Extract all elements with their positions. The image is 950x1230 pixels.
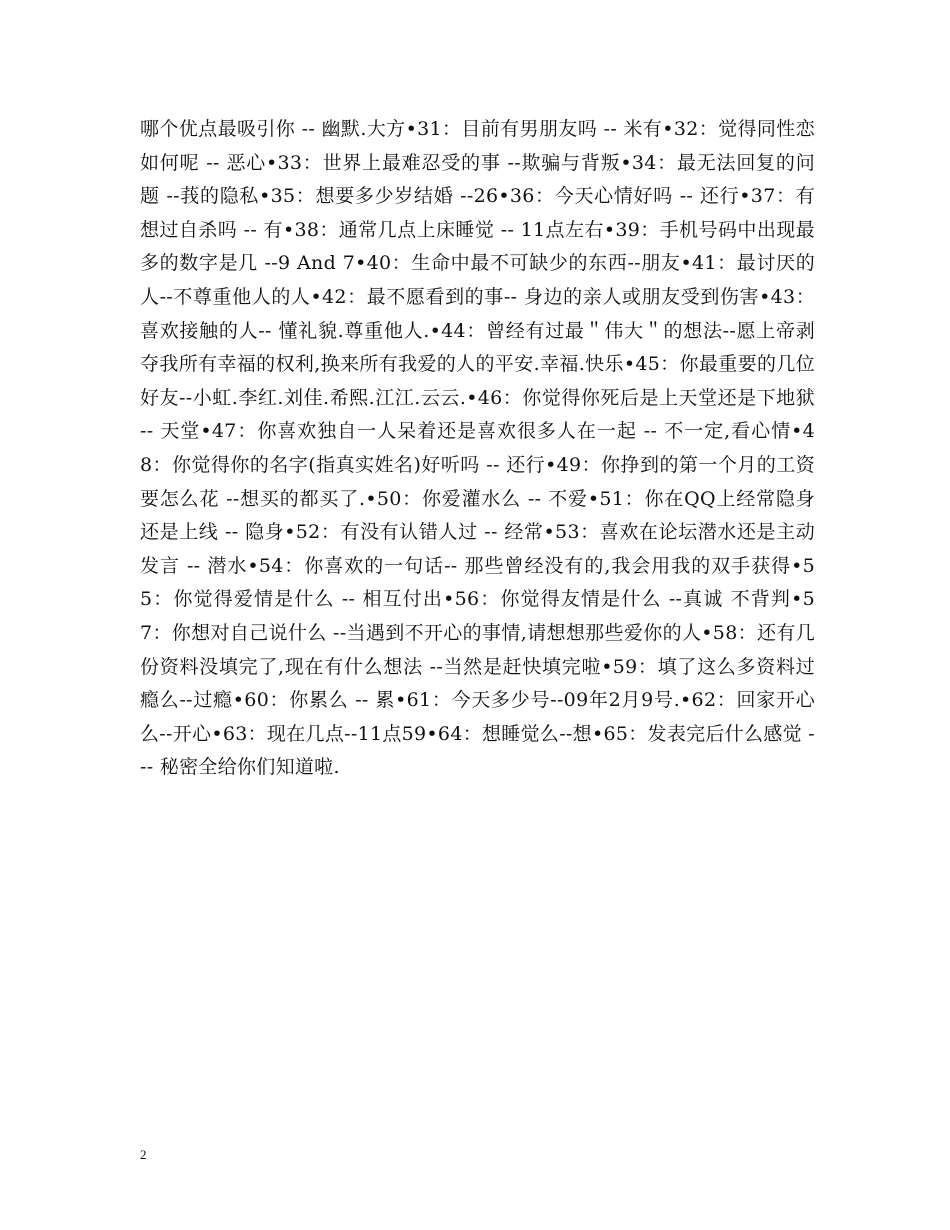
page-number: 2 <box>140 1147 147 1162</box>
body-paragraph: 哪个优点最吸引你 -- 幽默.大方•31：目前有男朋友吗 -- 米有•32：觉得同性恋如何呢 -- 恶心•33：世界上最难忍受的事 --欺骗与背叛•34：最无法回复的问题 --莪的隐私•35：想要多少岁结婚 --26•36：今天心情好吗 -- 还行•37：有想过自杀吗 -- 有•38：通常几点上床睡觉 -- 11点左右•39：手机号码中出现最多的数字是几 --9 And 7•40：生命中最不可缺少的东西--朋友•41：最讨厌的人--不尊重他人的人•42：最不愿看到的事-- 身边的亲人或朋友受到伤害•43：喜欢接触的人-- 懂礼貌.尊重他人.•44：曾经有过最＂伟大＂的想法--愿上帝剥夺我所有幸福的权利,换来所有我爱的人的平安.幸福.快乐•45：你最重要的几位好友--小虹.李红.刘佳.希熙.江江.云云.•46：你觉得你死后是上天堂还是下地狱 -- 天堂•47：你喜欢独自一人呆着还是喜欢很多人在一起 -- 不一定,看心情•48：你觉得你的名字(指真实姓名)好听吗 -- 还行•49：你挣到的第一个月的工资要怎么花 --想买的都买了.•50：你爱灌水么 -- 不爱•51：你在QQ上经常隐身还是上线 -- 隐身•52：有没有认错人过 -- 经常•53：喜欢在论坛潜水还是主动发言 -- 潜水•54：你喜欢的一句话-- 那些曾经没有的,我会用我的双手获得•55：你觉得爱情是什么 -- 相互付出•56：你觉得友情是什么 --真诚 不背判•57：你想对自己说什么 --当遇到不开心的事情,请想想那些爱你的人•58：还有几份资料没填完了,现在有什么想法 --当然是赶快填完啦•59：填了这么多资料过瘾么--过瘾•60：你累么 -- 累•61：今天多少号--09年2月9号.•62：回家开心么--开心•63：现在几点--11点59•64：想睡觉么--想•65：发表完后什么感觉 --- 秘密全给你们知道啦. <box>140 118 815 779</box>
